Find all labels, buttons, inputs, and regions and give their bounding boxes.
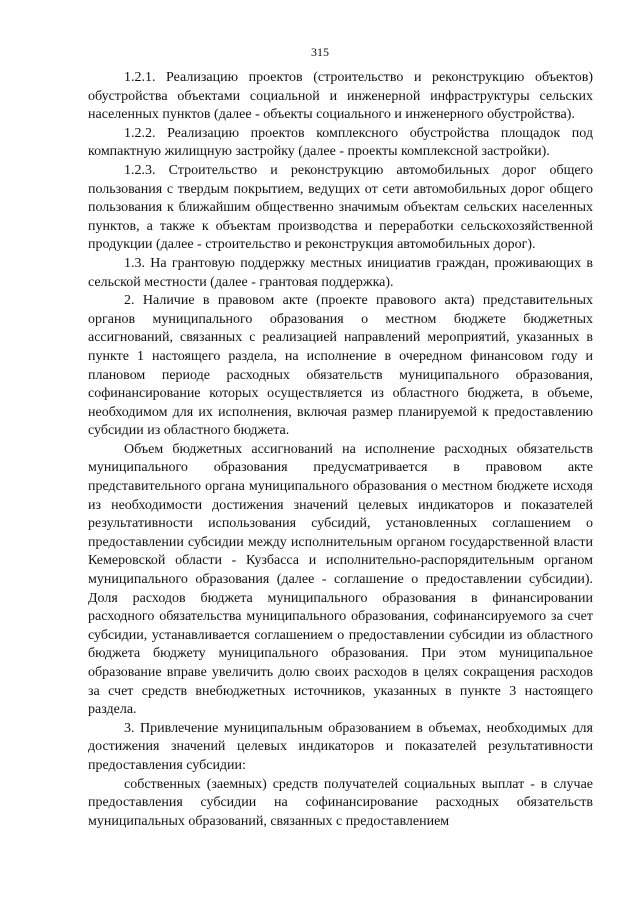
paragraph-own-funds: собственных (заемных) средств получателей социальных выплат - в случае предоставления субсидии на софинансирование расходных обязательств муниципальных образований, связанных с предоставлением	[88, 776, 593, 829]
document-body	[88, 69, 593, 831]
paragraph-1-3: 1.3. На грантовую поддержку местных инициатив граждан, проживающих в сельской местности (далее - грантовая поддержка).	[88, 255, 593, 290]
paragraph-1-2-2: 1.2.2. Реализацию проектов комплексного обустройства площадок под компактную жилищную застройку (далее - проекты комплексной застройки).	[88, 125, 593, 160]
paragraph-budget-volume: Объем бюджетных ассигнований на исполнение расходных обязательств муниципального образования предусматривается в правовом акте представительного органа муниципального образования о местном бюджете исходя из необходимости достижения значений целевых индикаторов и показателей результативности использования субсидий, установленных соглашением о предоставлении субсидии между исполнительным органом государственной власти Кемеровской области - Кузбасса и исполнительно-распорядительным органом муниципального образования (далее - соглашение о предоставлении субсидии). Доля расходов бюджета муниципального образования в финансировании расходного обязательства муниципального образования, софинансируемого за счет субсидии, устанавливается соглашением о предоставлении субсидии из областного бюджета бюджету муниципального образования. При этом муниципальное образование вправе увеличить долю своих расходов в целях сокращения расходов за счет средств внебюджетных источников, указанных в пункте 3 настоящего раздела.	[88, 441, 593, 718]
paragraph-1-2-3: 1.2.3. Строительство и реконструкцию автомобильных дорог общего пользования с твердым покрытием, ведущих от сети автомобильных дорог общего пользования к ближайшим общественно значимым объектам сельских населенных пунктов, а также к объектам производства и переработки сельскохозяйственной продукции (далее - строительство и реконструкция автомобильных дорог).	[88, 162, 593, 253]
paragraph-2: 2. Наличие в правовом акте (проекте правового акта) представительных органов муниципального образования о местном бюджете бюджетных ассигнований, связанных с реализацией направлений мероприятий, указанных в пункте 1 настоящего раздела, на исполнение в очередном финансовом году и плановом периоде расходных обязательств муниципального образования, софинансирование которых осуществляется из областного бюджета, в объеме, необходимом для их исполнения, включая размер планируемой к предоставлению субсидии из областного бюджета.	[88, 293, 593, 439]
paragraph-3: 3. Привлечение муниципальным образованием в объемах, необходимых для достижения значений целевых индикаторов и показателей результативности предоставления субсидии:	[88, 720, 593, 773]
page-number: 315	[311, 45, 329, 59]
paragraph-1-2-1: 1.2.1. Реализацию проектов (строительство и реконструкцию объектов) обустройства объектами социальной и инженерной инфраструктуры сельских населенных пунктов (далее - объекты социального и инженерного обустройства).	[88, 70, 593, 123]
